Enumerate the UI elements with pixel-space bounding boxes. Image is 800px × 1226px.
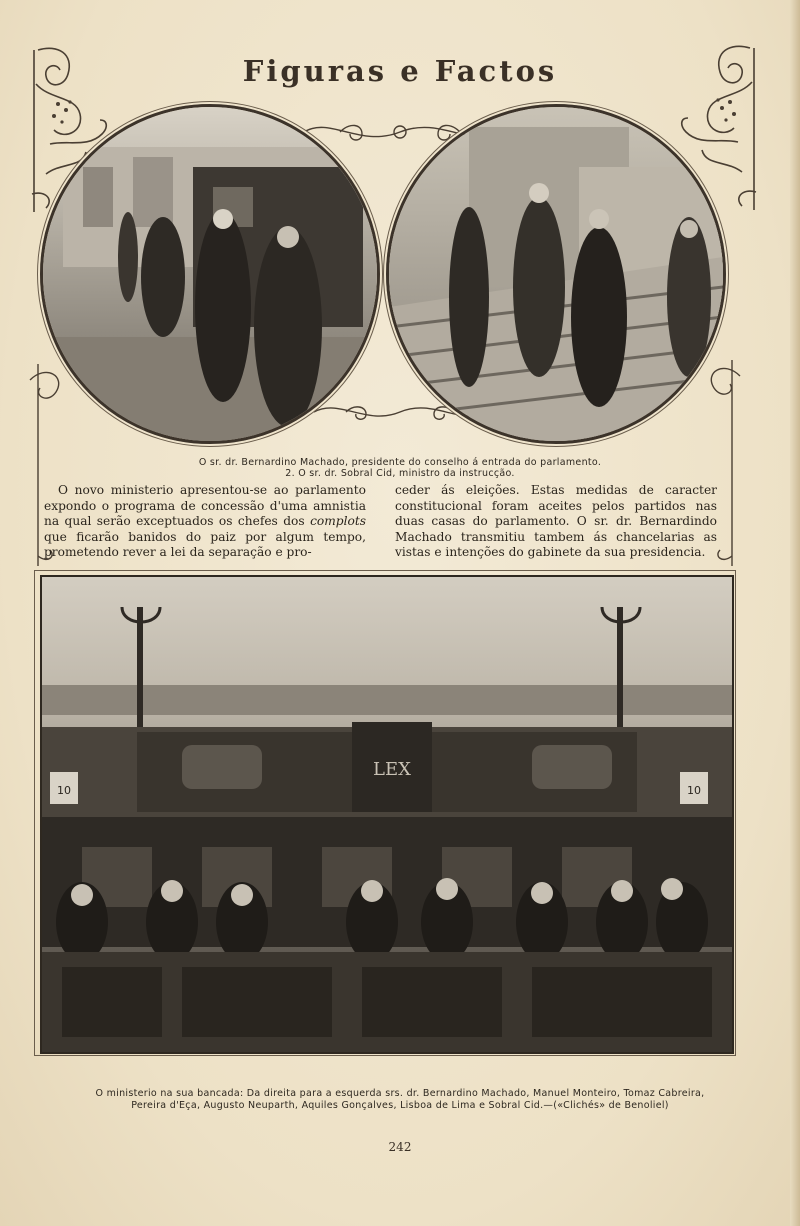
photo-caption-line-2: 2. O sr. dr. Sobral Cid, ministro da instrucção. [285,468,515,479]
article-column-right [395,483,717,561]
photo-caption [60,457,740,479]
bottom-caption [40,1088,760,1112]
article-text-part-2: que ficarão banidos do paiz por algum tempo, prometendo rever a lei da separação e pro- [44,529,366,560]
article-text-part-1: O novo ministerio apresentou-se ao parlamento expondo o programa de concessão d'uma amnistia na qual serão exceptuados os chefes dos [44,483,366,529]
photo-sobral-cid [386,104,726,444]
page-spine-shadow [790,0,800,1226]
lex-inscription: LEX [373,759,411,780]
page-number: 242 [388,1140,412,1154]
bottom-caption-line-2: Pereira d'Eça, Augusto Neuparth, Aquiles Gonçalves, Lisboa de Lima e Sobral Cid.—(«Clichés» de Benoliel) [131,1100,669,1111]
photo-bernardino-machado [40,104,380,444]
article-column-left [44,483,366,561]
article-text-italic: complots [310,514,366,529]
bottom-caption-line-1: O ministerio na sua bancada: Da direita para a esquerda srs. dr. Bernardino Machado, Manuel Monteiro, Tomaz Cabreira, [95,1088,705,1099]
page-title: Figuras e Factos [242,54,558,88]
seat-number-left: 10 [57,784,71,797]
seat-number-right: 10 [687,784,701,797]
article-paragraph-right: ceder ás eleições. Estas medidas de caracter constitucional foram aceites pelos partidos nas duas casas do parlamento. O sr. dr. Bernardindo Machado transmitiu tambem ás chancelarias as vistas e intenções do gabinete da sua presidencia. [395,483,717,560]
article-paragraph-left [44,483,366,561]
photo-caption-line-1: O sr. dr. Bernardino Machado, presidente do conselho á entrada do parlamento. [198,457,602,468]
photo-ministry-bench [40,575,734,1054]
